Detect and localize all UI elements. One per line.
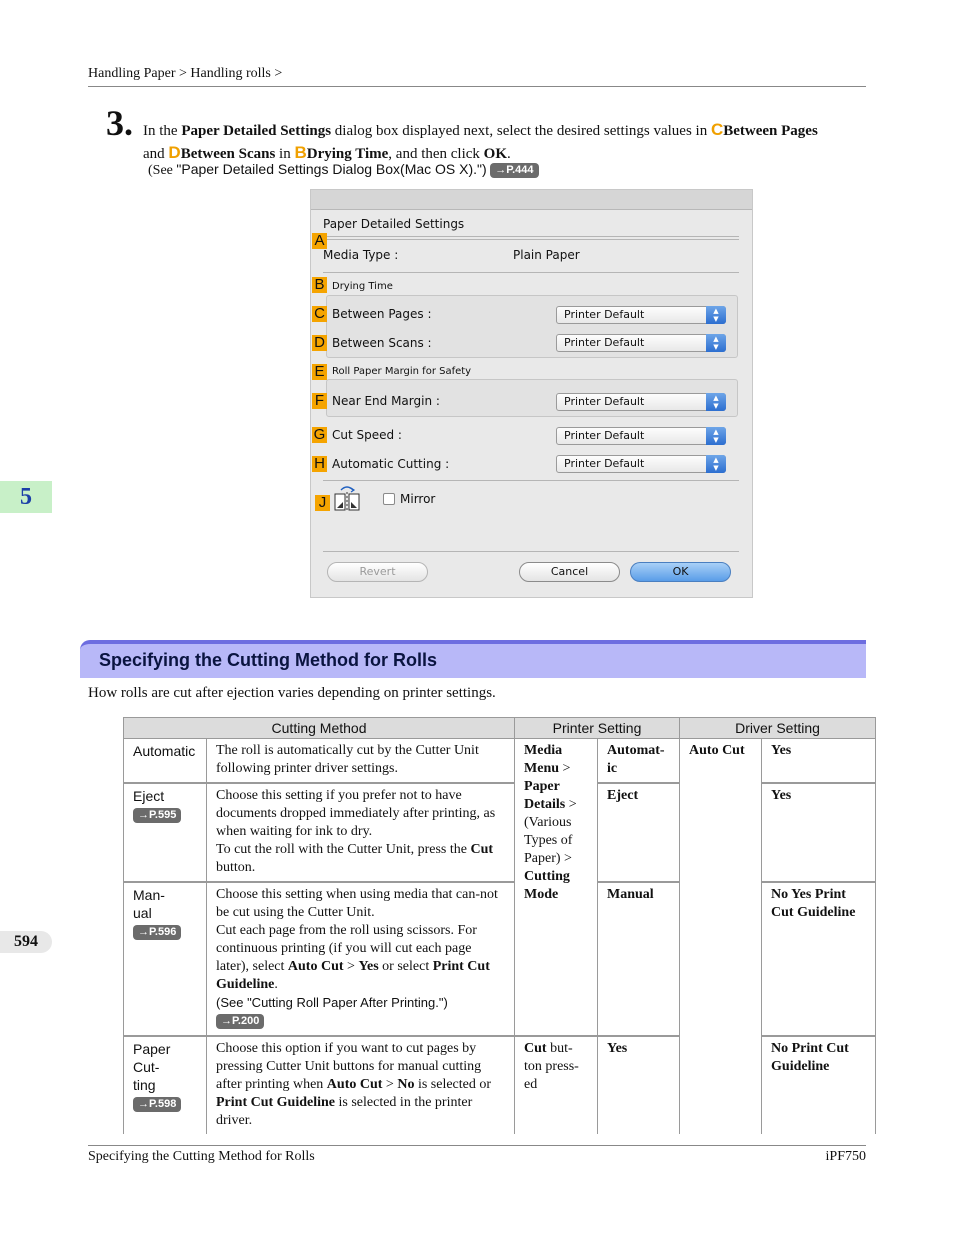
method-paper-cutting xyxy=(124,1036,207,1134)
step-text-part: In the xyxy=(143,123,182,139)
step-ok: OK xyxy=(483,146,508,162)
label-c: C xyxy=(312,306,327,322)
roll-margin-heading: Roll Paper Margin for Safety xyxy=(332,366,472,377)
cancel-button[interactable]: Cancel xyxy=(519,562,620,582)
step-between-scans: Between Scans xyxy=(180,146,276,162)
see-link-text[interactable]: "Paper Detailed Settings Dialog Box(Mac OS X).") xyxy=(176,161,487,177)
dialog-divider xyxy=(323,239,739,240)
table-row xyxy=(124,739,876,784)
page-ref-badge[interactable]: →P.596 xyxy=(133,925,181,940)
section-intro: How rolls are cut after ejection varies depending on printer settings. xyxy=(88,685,496,701)
mirror-label: Mirror xyxy=(400,492,436,506)
chapter-tab[interactable]: 5 xyxy=(0,481,52,513)
path-paper-details: Paper Details xyxy=(524,779,566,812)
mirror-checkbox[interactable] xyxy=(383,493,395,505)
dialog-divider xyxy=(323,551,739,552)
between-pages-select[interactable] xyxy=(556,306,726,324)
stepper-arrows-icon: ▲ ▼ xyxy=(706,393,726,411)
driver-value-eject: Yes xyxy=(762,783,876,882)
method-paper-cutting-desc xyxy=(207,1036,515,1134)
eject-desc-text: button. xyxy=(216,860,256,875)
select-value: Printer Default xyxy=(564,457,645,470)
dialog-divider xyxy=(323,272,739,273)
manual-desc-text: > xyxy=(343,959,359,974)
eject-desc-text: Choose this setting if you prefer not to have documents dropped immediately after printing, as when waiting for ink to dry. xyxy=(216,788,496,839)
cut-speed-label: Cut Speed : xyxy=(332,428,402,442)
select-value: Printer Default xyxy=(564,429,645,442)
paper-cutting-desc-text: > xyxy=(382,1077,398,1092)
table-row xyxy=(124,783,876,882)
stepper-arrows-icon: ▲ ▼ xyxy=(706,306,726,324)
between-pages-label: Between Pages : xyxy=(332,307,432,321)
step-text-part: . xyxy=(507,146,511,162)
paper-cutting-desc-text: is selected in the printer driver. xyxy=(216,1095,473,1128)
manual-see-link[interactable]: (See "Cutting Roll Paper After Printing.") xyxy=(216,995,448,1010)
manual-auto-cut: Auto Cut xyxy=(287,959,344,974)
near-end-margin-label: Near End Margin : xyxy=(332,394,440,408)
cut-button-text: but- ton press- ed xyxy=(524,1041,579,1092)
driver-value-automatic: Yes xyxy=(762,739,876,784)
select-value: Printer Default xyxy=(564,308,645,321)
step-dialog-name: Paper Detailed Settings xyxy=(181,123,332,139)
method-automatic-desc: The roll is automatically cut by the Cutter Unit following printer driver settings. xyxy=(207,739,515,784)
see-prefix: (See xyxy=(148,163,177,178)
stepper-arrows-icon: ▲ ▼ xyxy=(706,334,726,352)
paper-cutting-no: No xyxy=(397,1077,415,1092)
step-drying-time: Drying Time xyxy=(306,146,389,162)
method-paper-cutting-name: Paper Cut- ting xyxy=(133,1041,171,1093)
drying-time-heading: Drying Time xyxy=(332,281,393,292)
label-e: E xyxy=(312,364,327,380)
table-header-row xyxy=(124,718,876,739)
page-number: 594 xyxy=(0,931,52,953)
cut-button-name: Cut xyxy=(524,1041,547,1056)
label-f: F xyxy=(312,393,327,409)
printer-setting-path xyxy=(515,739,598,1037)
label-d-badge: D xyxy=(168,143,181,162)
label-g: G xyxy=(313,426,326,443)
automatic-cutting-select[interactable] xyxy=(556,455,726,473)
step-number: 3. xyxy=(106,103,133,143)
method-manual-name: Man- ual xyxy=(133,887,165,921)
printer-value-eject: Eject xyxy=(598,783,680,882)
header-printer-setting: Printer Setting xyxy=(515,718,680,739)
media-type-value: Plain Paper xyxy=(513,248,580,262)
printer-value-yes: Yes xyxy=(598,1036,680,1134)
cutting-method-table xyxy=(123,717,876,1134)
footer-divider xyxy=(88,1145,866,1146)
printer-value-automatic: Automat- ic xyxy=(598,739,680,784)
driver-value-paper-cutting: No Print Cut Guideline xyxy=(762,1036,876,1134)
eject-cut-button-name: Cut xyxy=(470,842,494,857)
header-cutting-method: Cutting Method xyxy=(124,718,515,739)
manual-desc-text: Choose this setting when using media that can-not be cut using the Cutter Unit. xyxy=(216,887,498,920)
dialog-title: Paper Detailed Settings xyxy=(323,217,465,231)
table-row xyxy=(124,882,876,1036)
method-eject xyxy=(124,783,207,882)
label-j: J xyxy=(315,495,330,511)
media-type-label: Media Type : xyxy=(323,248,399,262)
breadcrumb[interactable]: Handling Paper > Handling rolls > xyxy=(88,66,283,81)
step-text-part: and xyxy=(143,146,169,162)
table-row xyxy=(124,1036,876,1134)
paper-cutting-desc-text: is selected or xyxy=(414,1077,492,1092)
paper-cutting-auto-cut: Auto Cut xyxy=(326,1077,383,1092)
between-scans-select[interactable] xyxy=(556,334,726,352)
page-ref-badge[interactable]: →P.444 xyxy=(490,163,538,178)
label-h: H xyxy=(312,456,327,472)
path-media-menu: Media Menu xyxy=(524,743,563,776)
manual-yes: Yes xyxy=(358,959,379,974)
printer-cut-button-pressed xyxy=(515,1036,598,1134)
stepper-arrows-icon: ▲ ▼ xyxy=(706,427,726,445)
manual-print-cut-guideline: Print Cut Guideline xyxy=(216,959,490,992)
label-c-badge: C xyxy=(710,120,724,139)
automatic-cutting-label: Automatic Cutting : xyxy=(332,457,450,471)
select-value: Printer Default xyxy=(564,336,645,349)
footer-model: iPF750 xyxy=(825,1149,866,1164)
method-manual-desc xyxy=(207,882,515,1036)
method-manual xyxy=(124,882,207,1036)
section-title: Specifying the Cutting Method for Rolls xyxy=(99,650,437,670)
header-driver-setting: Driver Setting xyxy=(680,718,876,739)
printer-value-manual: Manual xyxy=(598,882,680,1036)
label-b-badge: B xyxy=(294,143,307,162)
label-d: D xyxy=(312,335,327,351)
method-eject-name: Eject xyxy=(133,788,165,804)
select-value: Printer Default xyxy=(564,395,645,408)
near-end-margin-select[interactable] xyxy=(556,393,726,411)
paper-cutting-print-cut-guideline: Print Cut Guideline xyxy=(216,1095,336,1110)
manual-desc-text: or select xyxy=(378,959,433,974)
method-eject-desc xyxy=(207,783,515,882)
path-types: > (Various Types of Paper) > xyxy=(524,797,577,866)
step-text-part: , and then click xyxy=(388,146,484,162)
path-sep: > xyxy=(559,761,571,776)
ok-button[interactable]: OK xyxy=(630,562,731,582)
dialog-title-bar xyxy=(311,190,752,210)
header-divider xyxy=(88,86,866,87)
step-text-part: dialog box displayed next, select the desired settings values in xyxy=(331,123,711,139)
step-text xyxy=(143,119,863,165)
path-cutting-mode: Cutting Mode xyxy=(524,869,570,902)
mirror-icon xyxy=(333,486,361,512)
step-text-part: in xyxy=(275,146,295,162)
driver-value-manual: No Yes Print Cut Guideline xyxy=(762,882,876,1036)
eject-desc-text: To cut the roll with the Cutter Unit, press the xyxy=(216,842,471,857)
page-ref-badge[interactable]: →P.200 xyxy=(216,1014,264,1029)
page-ref-badge[interactable]: →P.595 xyxy=(133,808,181,823)
label-a: A xyxy=(312,233,327,249)
revert-button[interactable]: Revert xyxy=(327,562,428,582)
see-reference xyxy=(148,161,539,179)
method-automatic: Automatic xyxy=(124,739,207,784)
paper-detailed-settings-dialog xyxy=(310,189,753,598)
page-ref-badge[interactable]: →P.598 xyxy=(133,1097,181,1112)
footer-section-name: Specifying the Cutting Method for Rolls xyxy=(88,1149,315,1164)
cut-speed-select[interactable] xyxy=(556,427,726,445)
manual-desc-text: . xyxy=(274,977,278,992)
dialog-divider xyxy=(323,480,739,481)
stepper-arrows-icon: ▲ ▼ xyxy=(706,455,726,473)
manual-desc-text: Cut each page from the roll using scissors. For continuous printing (if you will cut each page later), select xyxy=(216,923,477,974)
dialog-divider xyxy=(323,236,739,237)
paper-cutting-desc-text: Choose this option if you want to cut pages by pressing Cutter Unit buttons for manual cutting after printing when xyxy=(216,1041,482,1092)
step-between-pages: Between Pages xyxy=(723,123,818,139)
between-scans-label: Between Scans : xyxy=(332,336,432,350)
driver-auto-cut: Auto Cut xyxy=(680,739,762,1135)
label-b: B xyxy=(312,277,327,293)
